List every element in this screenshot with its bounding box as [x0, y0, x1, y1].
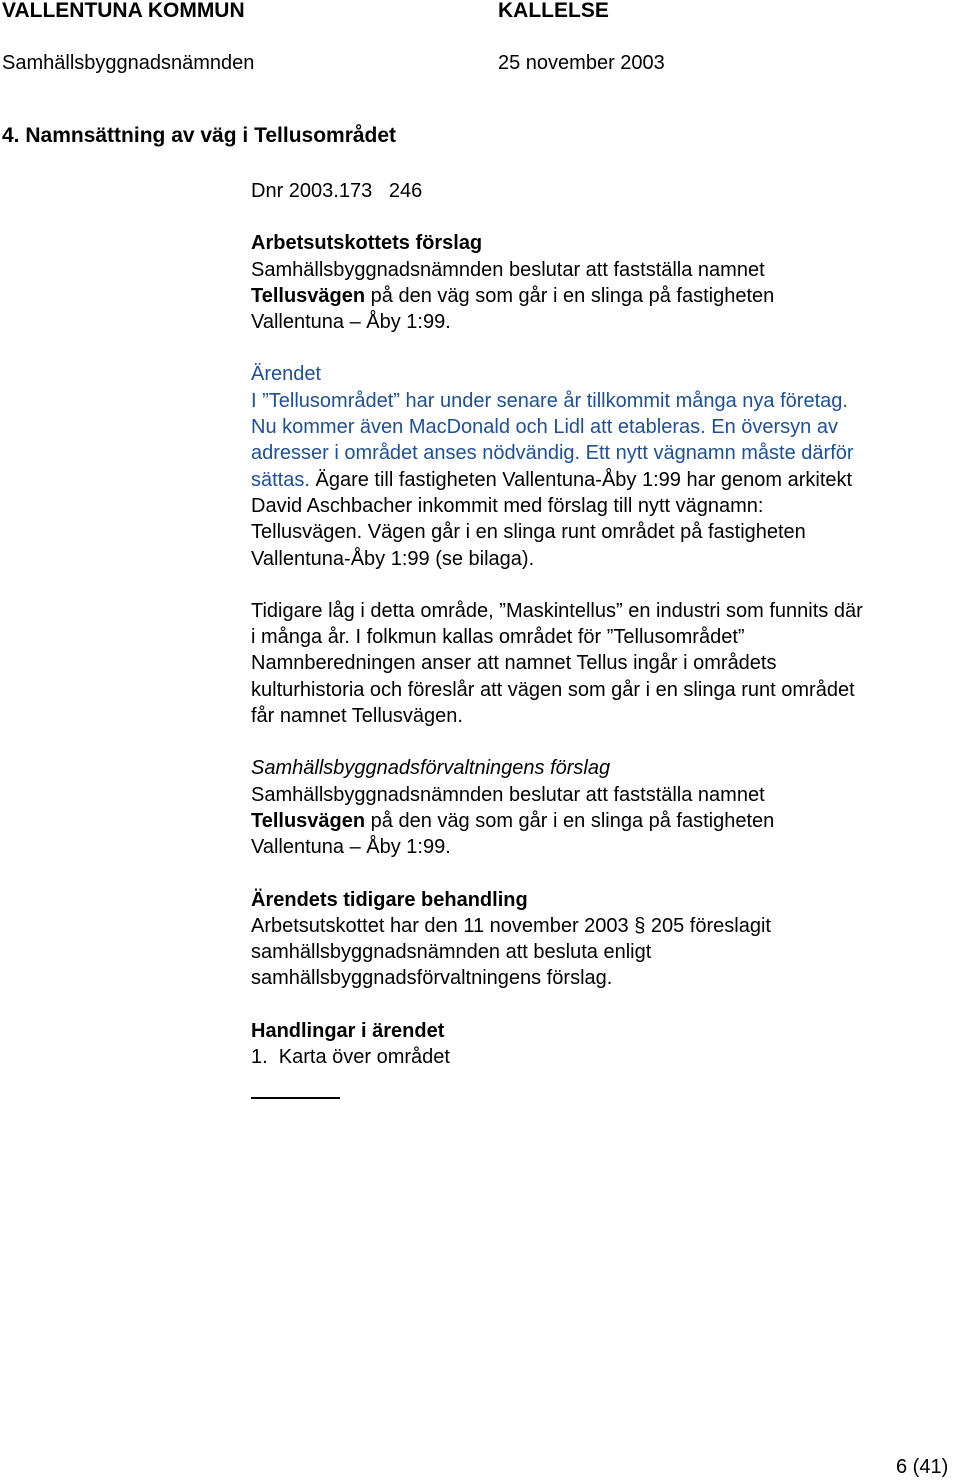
closing-rule	[251, 1097, 340, 1099]
matter-line-rest: Ägare till fastigheten Vallentuna-Åby 1:99 har genom arkitekt	[309, 468, 853, 491]
matter-line: i många år. I folkmun kallas området för ”Tellusområdet”	[251, 626, 745, 649]
matter-section	[251, 361, 956, 729]
history-heading: Ärendets tidigare behandling	[251, 888, 528, 911]
matter-line: David Aschbacher inkommit med förslag till nytt vägnamn:	[251, 494, 764, 517]
road-name: Tellusvägen	[251, 809, 366, 832]
matter-line: Tidigare låg i detta område, ”Maskintellus” en industri som funnits där	[251, 599, 863, 622]
committee-proposal	[251, 230, 956, 335]
history-line: samhällsbyggnadsförvaltningens förslag.	[251, 967, 613, 990]
organization-name: VALLENTUNA KOMMUN	[2, 0, 245, 22]
admin-proposal-line2	[251, 808, 956, 834]
matter-line: Tellusvägen. Vägen går i en slinga runt området på fastigheten	[251, 521, 806, 544]
matter-line: Namnberedningen anser att namnet Tellus ingår i områdets	[251, 652, 777, 675]
matter-heading: Ärendet	[251, 363, 322, 386]
committee-proposal-heading: Arbetsutskottets förslag	[251, 232, 483, 255]
admin-proposal-line1: Samhällsbyggnadsnämnden beslutar att fastställa namnet	[251, 783, 765, 806]
board-name: Samhällsbyggnadsnämnden	[2, 52, 255, 74]
matter-line: I ”Tellusområdet” har under senare år tillkommit många nya företag.	[251, 389, 848, 412]
matter-line-start: sättas.	[251, 468, 310, 491]
item-body	[251, 178, 956, 1070]
matter-line: Vallentuna-Åby 1:99 (se bilaga).	[251, 547, 535, 570]
page-number: 6 (41)	[896, 1456, 949, 1478]
documents-heading: Handlingar i ärendet	[251, 1019, 445, 1042]
matter-line	[251, 467, 956, 493]
item-title: 4. Namnsättning av väg i Tellusområdet	[2, 124, 397, 147]
matter-line: får namnet Tellusvägen.	[251, 705, 463, 728]
documents-section	[251, 1018, 956, 1071]
history-line: samhällsbyggnadsnämnden att besluta enligt	[251, 941, 652, 964]
history-line: Arbetsutskottet har den 11 november 2003 § 205 föreslagit	[251, 914, 771, 937]
matter-line: adresser i området anses nödvändig. Ett nytt vägnamn måste därför	[251, 442, 854, 465]
admin-proposal-heading: Samhällsbyggnadsförvaltningens förslag	[251, 757, 611, 780]
history-section	[251, 887, 956, 992]
matter-line: kulturhistoria och föreslår att vägen som går i en slinga runt området	[251, 678, 855, 701]
admin-proposal-line2-rest: på den väg som går i en slinga på fastigheten	[365, 809, 775, 832]
admin-proposal-line3: Vallentuna – Åby 1:99.	[251, 836, 451, 859]
committee-proposal-line2-rest: på den väg som går i en slinga på fastigheten	[365, 284, 775, 307]
diary-number: Dnr 2003.173 246	[251, 180, 423, 202]
matter-line: Nu kommer även MacDonald och Lidl att etableras. En översyn av	[251, 416, 838, 439]
road-name: Tellusvägen	[251, 284, 366, 307]
document-type: KALLELSE	[498, 0, 609, 22]
committee-proposal-line1: Samhällsbyggnadsnämnden beslutar att fastställa namnet	[251, 258, 765, 281]
document-date: 25 november 2003	[498, 52, 665, 74]
admin-proposal	[251, 755, 956, 860]
committee-proposal-line2	[251, 283, 956, 309]
document-list-item: 1. Karta över området	[251, 1046, 450, 1069]
committee-proposal-line3: Vallentuna – Åby 1:99.	[251, 311, 451, 334]
